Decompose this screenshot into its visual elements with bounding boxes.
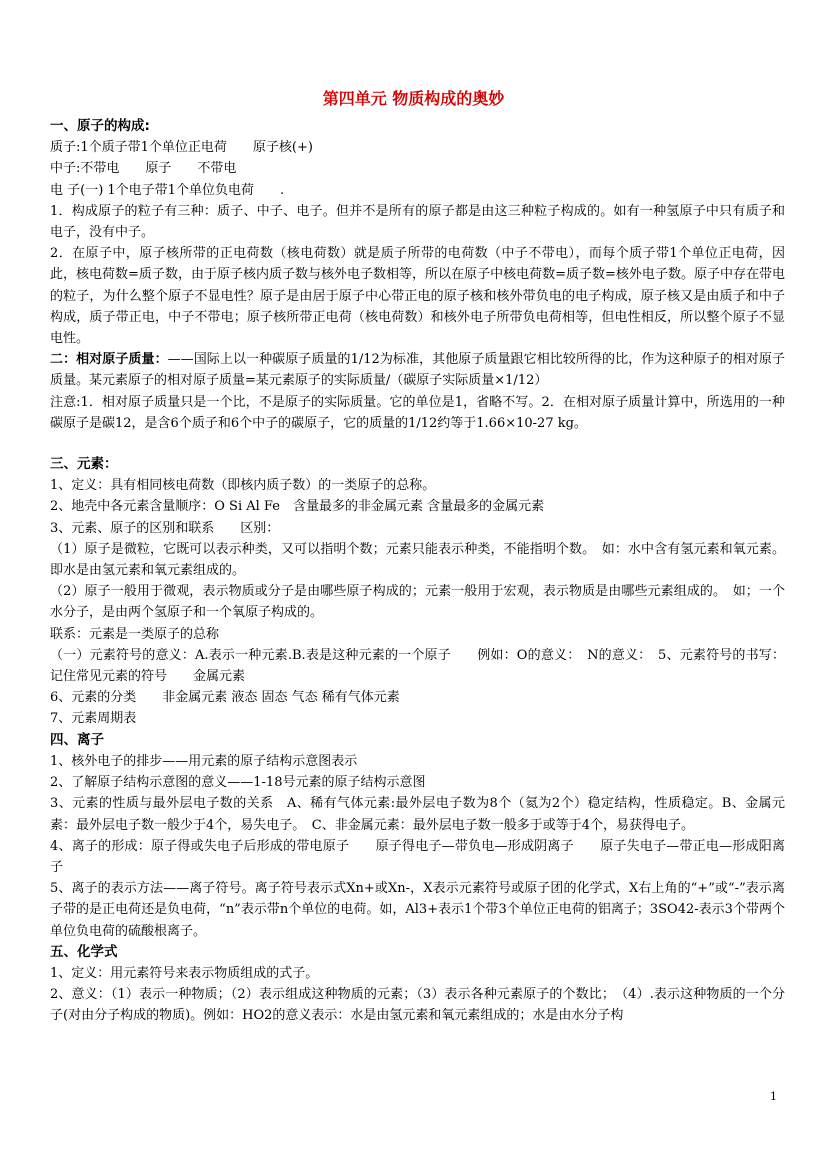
document-title: 第四单元 物质构成的奥妙 — [322, 89, 505, 108]
paragraph: 2、意义：（1）表示一种物质；（2）表示组成这种物质的元素；（3）表示各种元素原子的个数比； （4）.表示这种物质的一个分子(对由分子构成的物质)。例如：HO2的意义表示：水是由氢元素和氧元素组成的；水是由水分子构 — [50, 987, 785, 1024]
paragraph: 1．构成原子的粒子有三种：质子、中子、电子。但并不是所有的原子都是由这三种粒子构成的。如有一种氢原子中只有质子和电子，没有中子。 — [50, 203, 785, 241]
paragraph: 1、定义：具有相同核电荷数（即核内质子数）的一类原子的总称。 — [50, 478, 436, 494]
paragraph: 1、核外电子的排步——用元素的原子结构示意图表示 — [50, 753, 358, 769]
paragraph: 3、元素、原子的区别和联系 区别： — [50, 520, 280, 536]
paragraph: 7、元素周期表 — [50, 711, 137, 727]
paragraph: 质子:1个质子带1个单位正电荷 原子核(+) — [50, 140, 313, 156]
paragraph: 2、了解原子结构示意图的意义——1-18号元素的原子结构示意图 — [50, 775, 426, 791]
paragraph: （2）原子一般用于微观，表示物质或分子是由哪些原子构成的；元素一般用于宏观，表示物质是由哪些元素组成的。 如；一个水分子，是由两个氢原子和一个氧原子构成的。 — [50, 584, 785, 621]
paragraph — [50, 349, 785, 391]
paragraph: 5、离子的表示方法——离子符号。离子符号表示式Xn+或Xn-，X表示元素符号或原子团的化学式，X右上角的“+”或“-”表示离子带的是正电荷还是负电荷，“n”表示带n个单位的电荷。如，Al3+表示1个带3个单位正电荷的铝离子；3SO42-表示3个带两个单位负电荷的硫酸根离子。 — [50, 881, 785, 939]
paragraph: 2．在原子中，原子核所带的正电荷数（核电荷数）就是质子所带的电荷数（中子不带电），而每个质子带1个单位正电荷，因此，核电荷数=质子数，由于原子核内质子数与核外电子数相等，所以在原子中核电荷数=质子数=核外电子数。原子中存在带电的粒子，为什么整个原子不显电性？原子是由居于原子中心带正电的原子核和核外带负电的电子构成，原子核又是由质子和中子构成，质子带正电，中子不带电；原子核所带正电荷（核电荷数）和核外电子所带负电荷相等，但电性相反，所以整个原子不显电性。 — [50, 246, 785, 347]
paragraph: 4、离子的形成：原子得或失电子后形成的带电原子 原子得电子—带负电—形成阴离子 原子失电子—带正电—形成阳离子 — [50, 838, 785, 875]
paragraph: 1、定义：用元素符号来表示物质组成的式子。 — [50, 965, 319, 981]
paragraph: （一）元素符号的意义：A.表示一种元素.B.表是这种元素的一个原子 例如：O的意义： N的意义： 5、元素符号的书写：记住常见元素的符号 金属元素 — [50, 647, 785, 685]
section-heading-atom-structure: 一、原子的构成: — [50, 118, 150, 134]
paragraph: （1）原子是微粒，它既可以表示种类，又可以指明个数；元素只能表示种类，不能指明个数。 如：水中含有氢元素和氧元素。即水是由氢元素和氧元素组成的。 — [50, 541, 785, 579]
section-heading-ions: 四、离子 — [50, 731, 104, 748]
paragraph: 2、地壳中各元素含量顺序：O Si Al Fe 含量最多的非金属元素 含量最多的金属元素 — [50, 499, 545, 515]
paragraph: 联系：元素是一类原子的总称 — [50, 626, 220, 642]
section-heading-relative-atomic-mass: 二：相对原子质量： — [50, 352, 168, 368]
page-number: 1 — [770, 1090, 777, 1103]
document-body — [50, 116, 785, 1027]
paragraph: 3、元素的性质与最外层电子数的关系 A、稀有气体元素:最外层电子数为8个（氦为2个）稳定结构，性质稳定。B、金属元素：最外层电子数一般少于4个，易失电子。 C、非金属元素：最外层电子数一般多于或等于4个，易获得电子。 — [50, 796, 785, 833]
paragraph-text: ——国际上以一种碳原子质量的1/12为标准，其他原子质量跟它相比较所得的比，作为这种原子的相对原子质量。某元素原子的相对原子质量=某元素原子的实际质量/（碳原子实际质量×1/12） — [50, 352, 785, 389]
paragraph: 6、元素的分类 非金属元素 液态 固态 气态 稀有气体元素 — [50, 690, 400, 706]
paragraph: 注意:1．相对原子质量只是一个比，不是原子的实际质量。它的单位是1，省略不写。2．在相对原子质量计算中，所选用的一种碳原子是碳12，是含6个质子和6个中子的碳原子，它的质量的1/12约等于1.66×10-27 kg。 — [50, 394, 785, 431]
section-heading-chemical-formula: 五、化学式 — [50, 943, 118, 960]
paragraph: 中子:不带电 原子 不带电 — [50, 161, 237, 177]
section-heading-elements: 三、元素： — [50, 456, 118, 473]
spacer — [50, 434, 785, 454]
paragraph: 电 子(一) 1个电子带1个单位负电荷 . — [50, 182, 285, 198]
